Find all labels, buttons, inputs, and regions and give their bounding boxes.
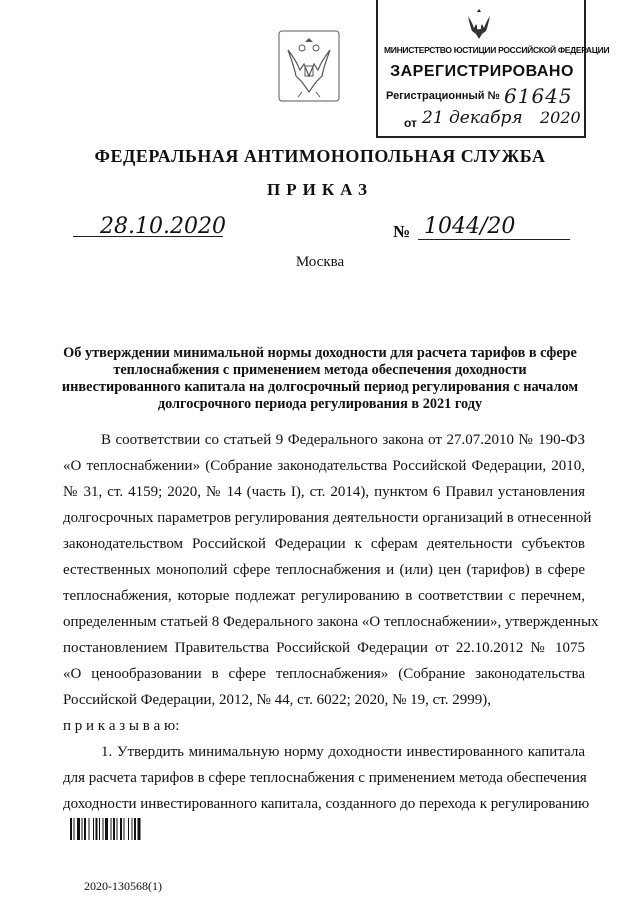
barcode-image	[70, 818, 165, 840]
order-date: 28.10.2020	[100, 214, 226, 239]
body-line: естественных монополий сфере теплоснабжения и (или) цен (тарифов) в сфере	[63, 562, 585, 578]
document-title	[60, 345, 580, 413]
body-line-order: п р и к а з ы в а ю:	[63, 718, 180, 734]
barcode-bar	[124, 818, 125, 840]
agency-name: ФЕДЕРАЛЬНАЯ АНТИМОНОПОЛЬНАЯ СЛУЖБА	[94, 146, 546, 166]
barcode-bar	[70, 818, 72, 840]
document-code: 2020-130568(1)	[84, 879, 162, 893]
body-line: доходности инвестированного капитала, созданного до перехода к регулированию	[63, 796, 590, 812]
barcode-bar	[117, 818, 118, 840]
barcode-bar	[89, 818, 90, 840]
stamp-date-prefix: от	[404, 116, 417, 130]
stamp-registration-label: Регистрационный №	[386, 90, 500, 102]
stamp-date-value: 21 декабря	[422, 108, 523, 128]
title-line: теплоснабжения с применением метода обеспечения доходности	[113, 362, 527, 378]
barcode-bar	[128, 818, 129, 840]
body-line: определенным статьей 8 Федерального закона «О теплоснабжении», утвержденных	[63, 614, 599, 630]
barcode-bar	[84, 818, 86, 840]
body-line: постановлением Правительства Российской Федерации от 22.10.2012 № 1075	[63, 640, 585, 656]
body-line: долгосрочных параметров регулирования деятельности организаций в отнесенной	[63, 510, 592, 526]
number-underline	[418, 239, 570, 240]
title-line: долгосрочного периода регулирования в 2021 году	[157, 396, 483, 412]
barcode-bar	[93, 818, 94, 840]
stamp-ministry-name: МИНИСТЕРСТВО ЮСТИЦИИ РОССИЙСКОЙ ФЕДЕРАЦИИ	[384, 45, 610, 55]
body-line: «О ценообразовании в сфере теплоснабжения» (Собрание законодательства	[63, 666, 585, 682]
barcode-bar	[103, 818, 104, 840]
barcode-bar	[138, 818, 141, 840]
document-type: ПРИКАЗ	[267, 180, 373, 199]
body-line: для расчета тарифов в сфере теплоснабжения с применением метода обеспечения	[63, 770, 587, 786]
stamp-date-year: 2020	[540, 108, 581, 127]
coat-of-arms-emblem	[278, 30, 340, 102]
body-line: законодательством Российской Федерации к сферам деятельности субъектов	[63, 536, 585, 552]
barcode-bar	[82, 818, 83, 840]
barcode-bar	[77, 818, 80, 840]
title-line: инвестированного капитала на долгосрочный период регулирования с началом	[61, 379, 579, 395]
stamp-registered-label: ЗАРЕГИСТРИРОВАНО	[390, 63, 574, 80]
order-number-label: №	[393, 222, 411, 241]
barcode-bar	[105, 818, 108, 840]
title-line: Об утверждении минимальной нормы доходности для расчета тарифов в сфере	[63, 345, 577, 361]
barcode-bar	[132, 818, 133, 840]
body-line: № 31, ст. 4159; 2020, № 14 (часть I), ст. 2014), пунктом 6 Правил установления	[63, 484, 585, 500]
body-line-item-1: 1. Утвердить минимальную норму доходности инвестированного капитала	[101, 744, 585, 760]
order-number: 1044/20	[424, 214, 516, 239]
registration-stamp	[376, 0, 610, 138]
body-line: Российской Федерации, 2012, № 44, ст. 6022; 2020, № 19, ст. 2999),	[63, 692, 491, 708]
barcode-bar	[99, 818, 100, 840]
barcode-bar	[134, 818, 136, 840]
stamp-registration-number: 61645	[504, 84, 573, 108]
barcode-bar	[74, 818, 75, 840]
barcode-bar	[96, 818, 98, 840]
barcode-bar	[120, 818, 122, 840]
stamp-coat-of-arms-emblem	[464, 6, 494, 42]
barcode-bar	[111, 818, 112, 840]
city: Москва	[295, 254, 345, 270]
barcode-bar	[113, 818, 115, 840]
body-line: теплоснабжения, которые подлежат регулированию в соответствии с перечнем,	[63, 588, 585, 604]
body-line: «О теплоснабжении» (Собрание законодательства Российской Федерации, 2010,	[63, 458, 585, 474]
body-line: В соответствии со статьей 9 Федерального закона от 27.07.2010 № 190-ФЗ	[101, 432, 585, 448]
